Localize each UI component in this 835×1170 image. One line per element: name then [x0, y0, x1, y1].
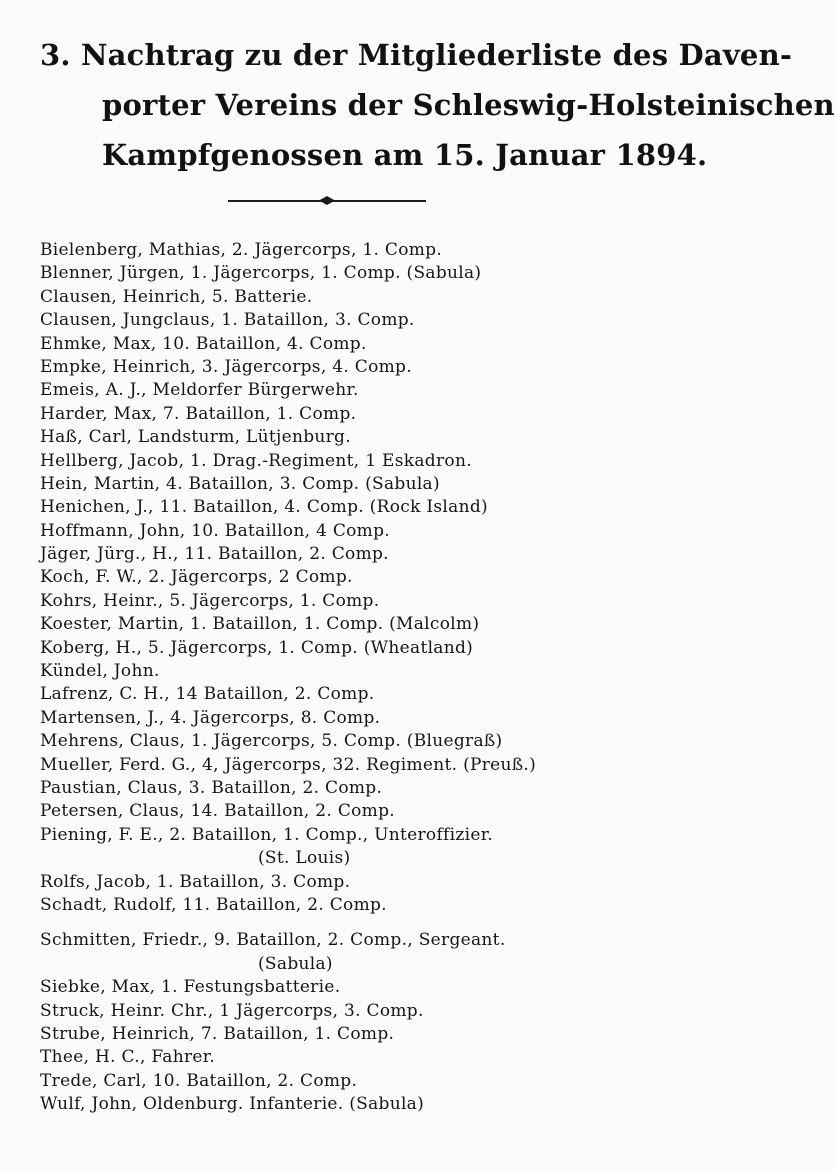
member-entry-text: Jäger, Jürg., H., 11. Bataillon, 2. Comp. [40, 544, 389, 565]
member-entry-text: Strube, Heinrich, 7. Bataillon, 1. Comp. [40, 1023, 395, 1044]
member-entry [40, 403, 730, 426]
member-entry-text: Mueller, Ferd. G., 4, Jägercorps, 32. Regiment. (Preuß.) [40, 754, 537, 775]
member-entry [40, 1000, 730, 1023]
member-entry [40, 309, 730, 332]
member-entry-text: Piening, F. E., 2. Bataillon, 1. Comp., Unteroffizier. [40, 824, 494, 845]
member-entry-text: Haß, Carl, Landsturm, Lütjenburg. [40, 427, 351, 448]
member-entry-text: Hellberg, Jacob, 1. Drag.-Regiment, 1 Eskadron. [40, 450, 472, 471]
entry-gap [40, 917, 730, 929]
member-entry-text: Hoffmann, John, 10. Bataillon, 4 Comp. [40, 520, 390, 541]
member-entry [40, 707, 730, 730]
member-entry [40, 239, 730, 262]
member-entry-text: Schadt, Rudolf, 11. Bataillon, 2. Comp. [40, 894, 387, 915]
member-entry-text: Trede, Carl, 10. Bataillon, 2. Comp. [40, 1070, 358, 1091]
member-entry [40, 286, 730, 309]
member-entry-continuation: (St. Louis) [258, 848, 351, 869]
member-entry-text: Rolfs, Jacob, 1. Bataillon, 3. Comp. [40, 871, 351, 892]
member-entry-text: Schmitten, Friedr., 9. Bataillon, 2. Comp., Sergeant. [40, 930, 506, 951]
member-entry-text: Lafrenz, C. H., 14 Bataillon, 2. Comp. [40, 684, 375, 705]
member-entry-text: Henichen, J., 11. Bataillon, 4. Comp. (Rock Island) [40, 497, 488, 518]
member-entry-text: Clausen, Jungclaus, 1. Bataillon, 3. Comp. [40, 310, 415, 331]
member-entry [40, 683, 730, 706]
member-entry-text: Clausen, Heinrich, 5. Batterie. [40, 286, 313, 307]
member-entry-text: Koch, F. W., 2. Jägercorps, 2 Comp. [40, 567, 353, 588]
member-entry [40, 777, 730, 800]
member-entry [40, 379, 730, 402]
member-entry-text: Ehmke, Max, 10. Bataillon, 4. Comp. [40, 333, 367, 354]
ornamental-divider [228, 196, 426, 206]
member-entry [40, 976, 730, 999]
member-entry-text: Koester, Martin, 1. Bataillon, 1. Comp. (Malcolm) [40, 614, 480, 635]
member-entry-text: Mehrens, Claus, 1. Jägercorps, 5. Comp. (Bluegraß) [40, 731, 503, 752]
member-entry-text: Paustian, Claus, 3. Bataillon, 2. Comp. [40, 777, 383, 798]
member-entry-text: Bielenberg, Mathias, 2. Jägercorps, 1. Comp. [40, 240, 443, 260]
member-entry-text: Petersen, Claus, 14. Bataillon, 2. Comp. [40, 801, 395, 822]
member-entry [40, 356, 730, 379]
title-line-2: porter Vereins der Schleswig-Holsteinischen [102, 88, 835, 122]
member-entry [40, 566, 730, 589]
member-entry-text: Empke, Heinrich, 3. Jägercorps, 4. Comp. [40, 356, 412, 377]
member-entry-continuation: (Sabula) [258, 953, 333, 974]
member-entry-text: Struck, Heinr. Chr., 1 Jägercorps, 3. Comp. [40, 1000, 424, 1021]
member-list [40, 239, 730, 1117]
member-entry-text: Harder, Max, 7. Bataillon, 1. Comp. [40, 403, 357, 424]
member-entry [40, 262, 730, 285]
member-entry [40, 730, 730, 753]
member-entry [40, 543, 730, 566]
member-entry [40, 520, 730, 543]
member-entry-text: Kündel, John. [40, 661, 160, 682]
member-entry [40, 473, 730, 496]
member-entry-text: Hein, Martin, 4. Bataillon, 3. Comp. (Sabula) [40, 473, 440, 494]
member-entry-text: Wulf, John, Oldenburg. Infanterie. (Sabula) [40, 1094, 425, 1115]
divider-diamond-icon [319, 196, 335, 205]
member-entry-text: Emeis, A. J., Meldorfer Bürgerwehr. [40, 380, 359, 401]
member-entry [40, 800, 730, 823]
member-entry-text: Koberg, H., 5. Jägercorps, 1. Comp. (Wheatland) [40, 637, 474, 658]
member-entry [40, 496, 730, 519]
member-entry-text: Thee, H. C., Fahrer. [40, 1047, 216, 1068]
member-entry [40, 660, 730, 683]
member-entry [40, 450, 730, 473]
member-entry [40, 613, 730, 636]
member-entry [40, 894, 730, 917]
member-entry [40, 1070, 730, 1093]
title-line-1: 3. Nachtrag zu der Mitgliederliste des Daven- [40, 38, 793, 72]
member-entry [40, 1023, 730, 1046]
document-title [40, 30, 835, 180]
member-entry [40, 590, 730, 613]
member-entry [40, 637, 730, 660]
member-entry [40, 426, 730, 449]
title-line-3: Kampfgenossen am 15. Januar 1894. [102, 138, 708, 172]
member-entry [40, 824, 730, 871]
member-entry-text: Blenner, Jürgen, 1. Jägercorps, 1. Comp. (Sabula) [40, 263, 482, 284]
member-entry-text: Kohrs, Heinr., 5. Jägercorps, 1. Comp. [40, 590, 380, 611]
member-entry [40, 1046, 730, 1069]
member-entry [40, 1093, 730, 1116]
member-entry [40, 929, 730, 976]
member-entry [40, 871, 730, 894]
member-entry-text: Siebke, Max, 1. Festungsbatterie. [40, 977, 341, 998]
member-entry [40, 333, 730, 356]
member-entry-text: Martensen, J., 4. Jägercorps, 8. Comp. [40, 707, 381, 728]
member-entry [40, 754, 730, 777]
